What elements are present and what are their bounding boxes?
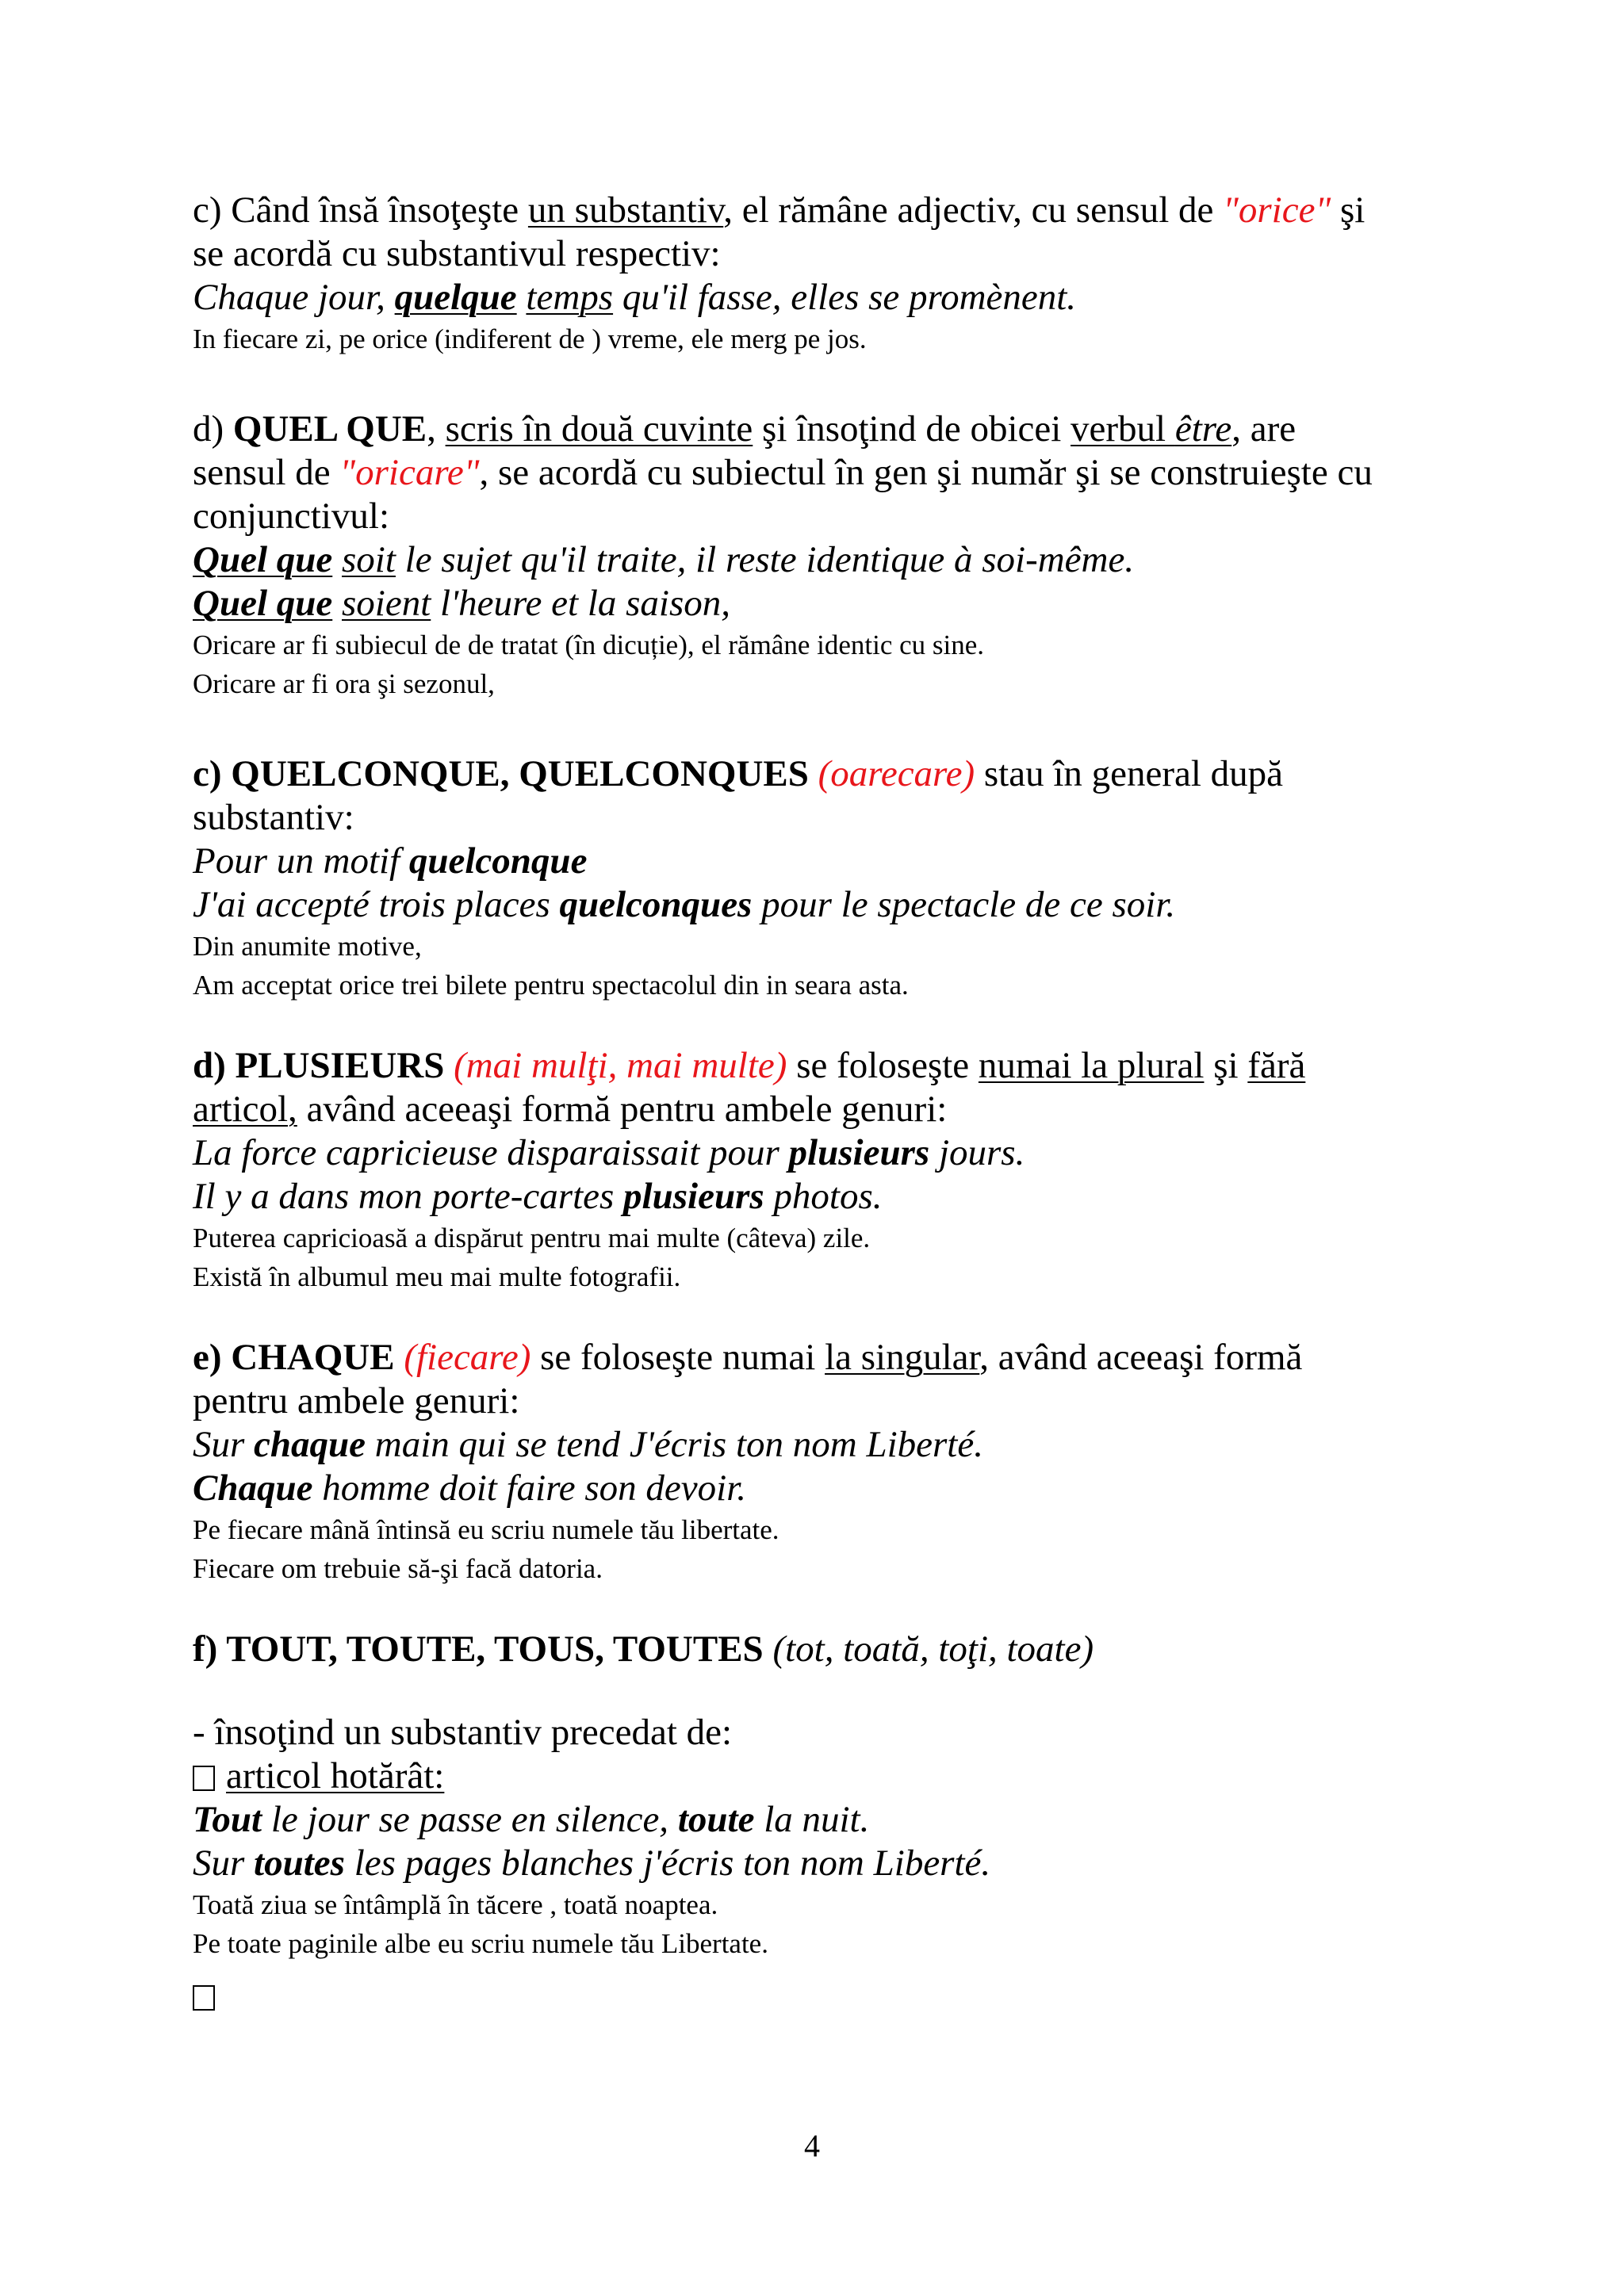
text: main qui se tend J'écris ton nom Liberté. — [366, 1424, 983, 1465]
text: c) Când însă însoţeşte — [193, 189, 528, 231]
underlined-text: numai la plural — [978, 1045, 1205, 1086]
paragraph-line: pentru ambele genuri: — [193, 1380, 520, 1422]
bullet-box-icon — [193, 1985, 215, 2011]
keyword: plusieurs — [788, 1132, 930, 1173]
example-french — [193, 883, 1430, 927]
text — [809, 753, 818, 794]
underlined-text: un substantiv — [527, 189, 724, 231]
example-translation: Fiecare om trebuie să-şi facă datoria. — [193, 1553, 603, 1584]
text: d) — [193, 408, 233, 450]
paragraph-line — [193, 451, 1430, 495]
example-translation: Există în albumul meu mai multe fotografii. — [193, 1261, 681, 1292]
text: şi — [1331, 189, 1365, 231]
section-c-quelque — [193, 189, 1430, 358]
section-heading: c) QUELCONQUE, QUELCONQUES — [193, 753, 809, 794]
underlined-text: soit — [342, 539, 396, 580]
underlined-text: scris în două cuvinte — [445, 408, 753, 450]
example-french — [193, 1131, 1430, 1175]
underlined-text — [1071, 408, 1231, 450]
example-french — [193, 1423, 1430, 1467]
page-content — [193, 189, 1430, 2018]
example-translation: Pe toate paginile albe eu scriu numele tău Libertate. — [193, 1928, 768, 1959]
text: Sur — [193, 1843, 255, 1884]
paragraph-line — [193, 189, 1430, 232]
section-heading: f) TOUT, TOUTE, TOUS, TOUTES — [193, 1628, 764, 1670]
paragraph-line — [193, 1044, 1430, 1088]
underlined-text: articol hotărât: — [226, 1755, 445, 1797]
keyword: Quel que — [193, 539, 333, 580]
keyword: plusieurs — [623, 1176, 764, 1217]
keyword: toute — [677, 1799, 755, 1840]
text: Il y a dans mon porte-cartes — [193, 1176, 624, 1217]
text: sensul de — [193, 452, 340, 493]
text: se foloseşte — [787, 1045, 979, 1086]
highlighted-meaning: (mai mulţi, mai multe) — [454, 1045, 787, 1086]
section-d-plusieurs — [193, 1044, 1430, 1296]
text: Pour un motif — [193, 840, 409, 882]
example-french — [193, 840, 1430, 883]
text: pour le spectacle de ce soir. — [752, 884, 1176, 925]
text: , el rămâne adjectiv, cu sensul de — [723, 189, 1224, 231]
example-french — [193, 1798, 1430, 1842]
keyword: Tout — [193, 1799, 262, 1840]
italic-text: être — [1174, 408, 1232, 450]
paragraph-line: se acordă cu substantivul respectiv: — [193, 233, 721, 274]
text: verbul — [1071, 408, 1175, 450]
text — [517, 277, 527, 318]
paragraph-line — [193, 1628, 1430, 1671]
text — [395, 1337, 404, 1378]
highlighted-meaning: "orice" — [1223, 189, 1331, 231]
text — [332, 539, 342, 580]
paragraph-line: substantiv: — [193, 797, 354, 838]
text: Chaque jour, — [193, 277, 395, 318]
highlighted-meaning: "oricare" — [339, 452, 480, 493]
example-french — [193, 276, 1430, 320]
keyword: toutes — [254, 1843, 345, 1884]
section-heading: QUEL QUE — [232, 408, 427, 450]
keyword: Quel que — [193, 583, 333, 624]
text: l'heure et la saison, — [431, 583, 731, 624]
text: se foloseşte numai — [530, 1337, 825, 1378]
text: J'ai accepté trois places — [193, 884, 560, 925]
section-e-chaque — [193, 1336, 1430, 1588]
paragraph-line: conjunctivul: — [193, 496, 390, 537]
text: la nuit. — [754, 1799, 870, 1840]
example-translation: Pe fiecare mână întinsă eu scriu numele tău libertate. — [193, 1514, 779, 1545]
section-d-quel-que — [193, 408, 1430, 703]
highlighted-meaning: (oarecare) — [818, 753, 975, 794]
text: qu'il fasse, elles se promènent. — [613, 277, 1077, 318]
keyword: chaque — [254, 1424, 366, 1465]
text: jours. — [929, 1132, 1025, 1173]
text: şi — [1204, 1045, 1248, 1086]
example-french — [193, 582, 1430, 626]
section-c-quelconque — [193, 752, 1430, 1004]
example-translation: Oricare ar fi ora şi sezonul, — [193, 668, 495, 699]
text: le sujet qu'il traite, il reste identique à soi-même. — [395, 539, 1135, 580]
page-number: 4 — [804, 2128, 820, 2164]
underlined-text: fără — [1247, 1045, 1306, 1086]
example-translation: Am acceptat orice trei bilete pentru spectacolul din in seara asta. — [193, 970, 909, 1001]
example-french — [193, 1467, 1430, 1510]
underlined-text: la singular — [825, 1337, 980, 1378]
text: , — [427, 408, 446, 450]
italic-meaning: (tot, toată, toţi, toate) — [772, 1628, 1094, 1670]
highlighted-meaning: (fiecare) — [404, 1337, 531, 1378]
section-f-tout — [193, 1628, 1430, 2018]
text: având aceeaşi formă pentru ambele genuri: — [297, 1089, 948, 1130]
text — [332, 583, 342, 624]
underlined-text: temps — [526, 277, 614, 318]
example-translation: Puterea capricioasă a dispărut pentru mai multe (câteva) zile. — [193, 1223, 871, 1253]
keyword: quelque — [394, 277, 517, 318]
keyword: Chaque — [193, 1468, 313, 1509]
paragraph-line — [193, 752, 1430, 796]
example-french — [193, 1842, 1430, 1885]
text: , având aceeaşi formă — [979, 1337, 1303, 1378]
text: photos. — [764, 1176, 883, 1217]
text: homme doit faire son devoir. — [312, 1468, 747, 1509]
bullet-line — [193, 1755, 1430, 1798]
example-translation: Din anumite motive, — [193, 931, 422, 962]
paragraph-line — [193, 408, 1430, 451]
example-translation: In fiecare zi, pe orice (indiferent de ) vreme, ele merg pe jos. — [193, 323, 867, 354]
example-french — [193, 1175, 1430, 1219]
bullet-line — [193, 1974, 1430, 2018]
underlined-text: soient — [342, 583, 431, 624]
text: , se acordă cu subiectul în gen şi număr şi se construieşte cu — [479, 452, 1373, 493]
text — [764, 1628, 773, 1670]
paragraph-line: - însoţind un substantiv precedat de: — [193, 1712, 733, 1753]
section-heading: e) CHAQUE — [193, 1337, 395, 1378]
text — [444, 1045, 454, 1086]
text: les pages blanches j'écris ton nom Liberté. — [344, 1843, 991, 1884]
keyword: quelconque — [408, 840, 588, 882]
text: Sur — [193, 1424, 255, 1465]
keyword: quelconques — [559, 884, 753, 925]
text: , are — [1231, 408, 1297, 450]
text: La force capricieuse disparaissait pour — [193, 1132, 789, 1173]
text: stau în general după — [975, 753, 1284, 794]
example-french — [193, 538, 1430, 582]
paragraph-line — [193, 1088, 1430, 1131]
paragraph-line — [193, 1336, 1430, 1380]
example-translation: Toată ziua se întâmplă în tăcere , toată noaptea. — [193, 1889, 718, 1920]
text: le jour se passe en silence, — [262, 1799, 678, 1840]
bullet-box-icon — [193, 1766, 215, 1791]
text: şi însoţind de obicei — [753, 408, 1071, 450]
underlined-text: articol, — [193, 1089, 297, 1130]
example-translation: Oricare ar fi subiecul de de tratat (în dicuție), el rămâne identic cu sine. — [193, 629, 985, 660]
section-heading: d) PLUSIEURS — [193, 1045, 445, 1086]
